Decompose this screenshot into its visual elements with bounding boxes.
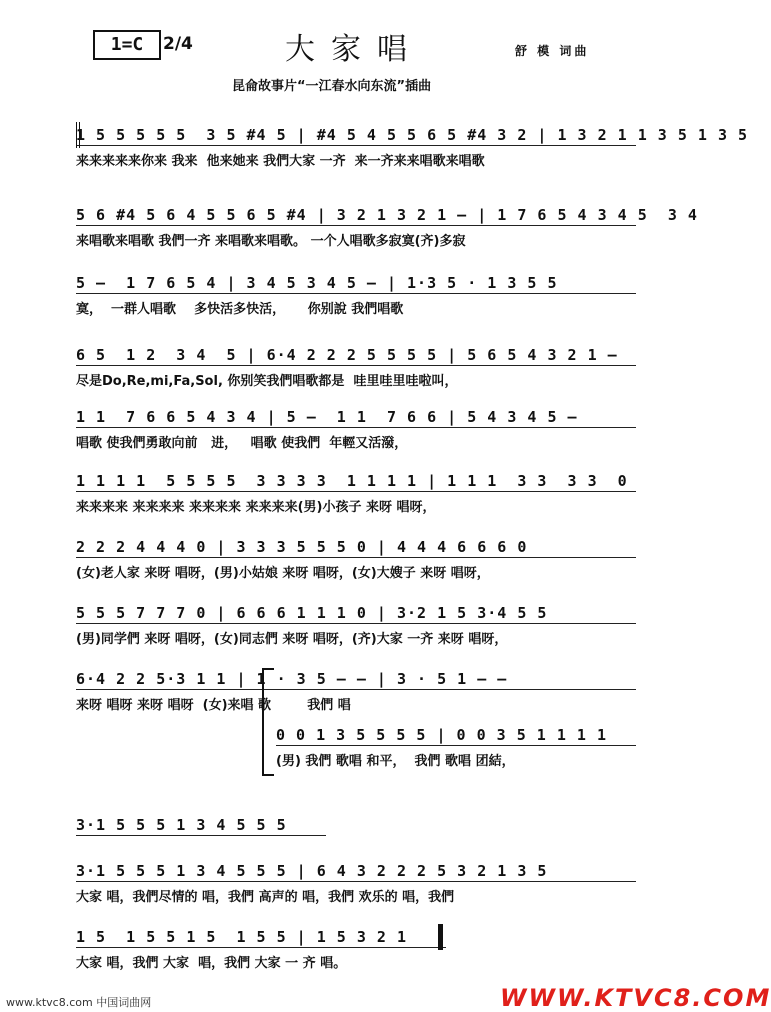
notation-line: 5 6 #4 5 6 4 5 5 6 5 #4 | 3 2 1 3 2 1 — | 1 7 6 5 4 3 4 5 3 4 (76, 206, 698, 224)
watermark-left: www.ktvc8.com 中国词曲网 (6, 996, 152, 1009)
notation-line: 5 5 5 7 7 7 0 | 6 6 6 1 1 1 0 | 3·2 1 5 3·4 5 5 (76, 604, 636, 624)
part-brace (262, 668, 274, 776)
time-signature: 2/4 (163, 34, 193, 54)
final-bar (438, 924, 443, 950)
start-repeat-bar (76, 122, 83, 148)
lyric-line: (女)老人家 来呀 唱呀，(男)小姑娘 来呀 唱呀，(女)大嫂子 来呀 唱呀， (76, 566, 490, 581)
watermark-right: WWW.KTVC8.COM (500, 984, 771, 1012)
song-title: 大家唱 (285, 32, 423, 67)
notation-line: 3·1 5 5 5 1 3 4 5 5 5 | 6 4 3 2 2 2 5 3 2 1 3 5 (76, 862, 636, 882)
lyric-line: 来来来来来你来 我来 他来她来 我們大家 一齐 来一齐来来唱歌来唱歌 (76, 154, 485, 169)
lyric-line: 寞， 一群人唱歌 多快活多快活， 你别說 我們唱歌 (76, 302, 404, 317)
lyric-line: 大家 唱，我們 大家 唱，我們 大家 一 齐 唱。 (76, 956, 347, 971)
lyric-line: 唱歌 使我們勇敢向前 进， 唱歌 使我們 年輕又活潑， (76, 436, 408, 451)
notation-line: 3·1 5 5 5 1 3 4 5 5 5 (76, 816, 326, 836)
notation-line: 0 0 1 3 5 5 5 5 | 0 0 3 5 1 1 1 1 (276, 726, 636, 746)
notation-line: 2 2 2 4 4 4 0 | 3 3 3 5 5 5 0 | 4 4 4 6 6 6 0 (76, 538, 636, 558)
lyric-line: 尽是Do,Re,mi,Fa,Sol, 你别笑我們唱歌都是 哇里哇里哇啦叫， (76, 374, 458, 389)
notation-line: 5 — 1 7 6 5 4 | 3 4 5 3 4 5 — | 1·3 5 · 1 3 5 5 (76, 274, 636, 294)
lyric-line: 来呀 唱呀 来呀 唱呀 (女)来唱 歌 我們 唱 (76, 698, 351, 713)
lyric-line: 来来来来 来来来来 来来来来 来来来来(男)小孩子 来呀 唱呀， (76, 500, 436, 515)
composer-credit: 舒 模 词曲 (515, 44, 590, 58)
lyric-line: (男) 我們 歌唱 和平， 我們 歌唱 团結， (276, 754, 515, 769)
key-signature-box: 1=C (93, 30, 161, 60)
notation-line: 1 5 1 5 5 1 5 1 5 5 | 1 5 3 2 1 (76, 928, 446, 948)
notation-line: 6 5 1 2 3 4 5 | 6·4 2 2 2 5 5 5 5 | 5 6 5 4 3 2 1 — (76, 346, 636, 366)
notation-line: 6·4 2 2 5·3 1 1 | 1 · 3 5 — — | 3 · 5 1 — — (76, 670, 636, 690)
notation-line: 1 1 7 6 6 5 4 3 4 | 5 — 1 1 7 6 6 | 5 4 3 4 5 — (76, 408, 636, 428)
subtitle: 昆侖故事片“一江春水向东流”插曲 (232, 79, 432, 94)
notation-line: 1 5 5 5 5 5 3 5 #4 5 | #4 5 4 5 5 6 5 #4 3 2 | 1 3 2 1 1 3 5 1 3 5 (76, 126, 749, 144)
notation-line: 1 1 1 1 5 5 5 5 3 3 3 3 1 1 1 1 | 1 1 1 3 3 3 3 0 (76, 472, 636, 492)
lyric-line: (男)同学們 来呀 唱呀，(女)同志們 来呀 唱呀，(齐)大家 一齐 来呀 唱呀， (76, 632, 508, 647)
lyric-line: 大家 唱，我們尽情的 唱，我們 高声的 唱，我們 欢乐的 唱，我們 (76, 890, 455, 905)
lyric-line: 来唱歌来唱歌 我們一齐 来唱歌来唱歌。 一个人唱歌多寂寞(齐)多寂 (76, 234, 466, 249)
